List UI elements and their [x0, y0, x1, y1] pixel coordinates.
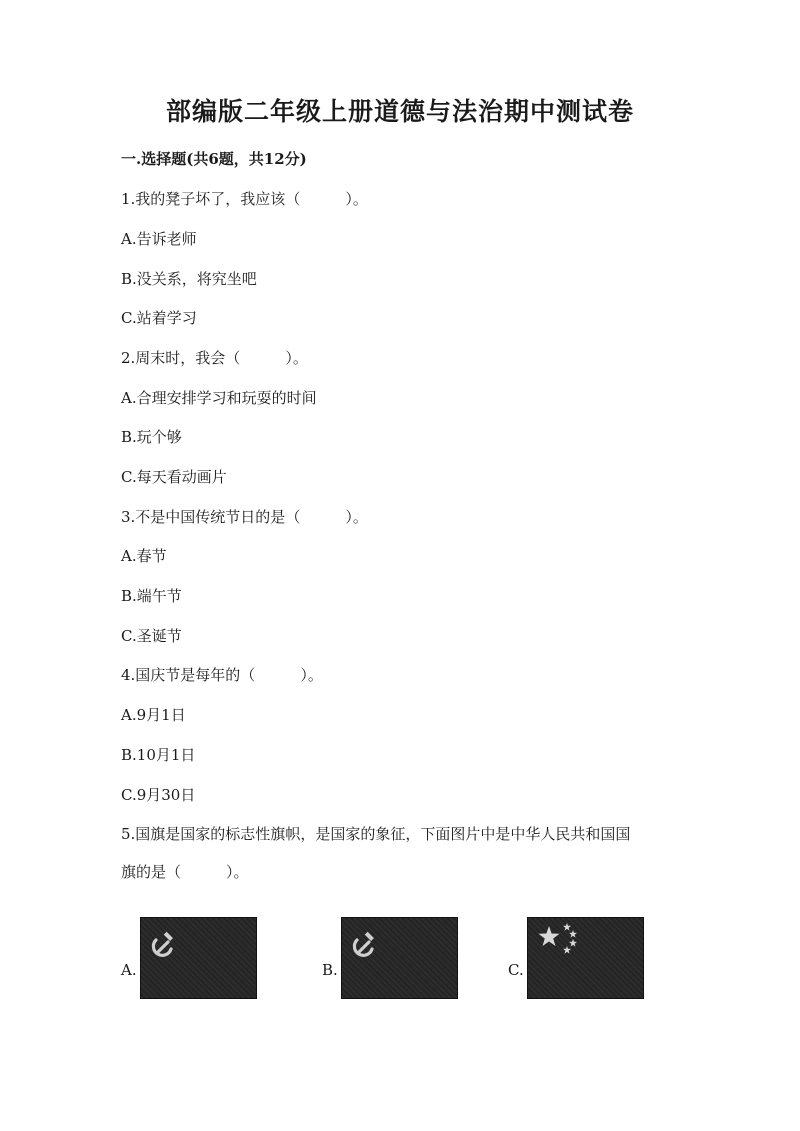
section-title: 一.选择题(共6题，共12分) [121, 150, 307, 168]
flag-option-a-label: A. [121, 961, 137, 979]
question-3-option-a: A.春节 [121, 547, 167, 565]
question-3-option-b: B.端午节 [121, 587, 182, 605]
question-5-stem-line-2: 旗的是（ ）。 [121, 863, 249, 881]
question-3-option-c: C.圣诞节 [121, 627, 182, 645]
question-2-option-c: C.每天看动画片 [121, 468, 227, 486]
question-4-option-b: B.10月1日 [121, 746, 196, 764]
page-title: 部编版二年级上册道德与法治期中测试卷 [165, 97, 634, 126]
flag-option-b-label: B. [322, 961, 338, 979]
question-1-option-c: C.站着学习 [121, 309, 197, 327]
question-5-stem-line-1: 5.国旗是国家的标志性旗帜，是国家的象征，下面图片中是中华人民共和国国 [121, 825, 631, 843]
question-4-option-a: A.9月1日 [121, 706, 186, 724]
question-1-stem: 1.我的凳子坏了，我应该（ ）。 [121, 190, 368, 208]
question-2-option-a: A.合理安排学习和玩耍的时间 [121, 389, 317, 407]
question-2-stem: 2.周末时，我会（ ）。 [121, 349, 308, 367]
hammer-sickle-flag-icon [140, 917, 257, 999]
flag-option-c-label: C. [508, 961, 524, 979]
five-star-flag-icon [527, 917, 644, 999]
question-2-option-b: B.玩个够 [121, 428, 182, 446]
question-1-option-a: A.告诉老师 [121, 230, 197, 248]
question-4-option-c: C.9月30日 [121, 786, 196, 804]
question-1-option-b: B.没关系，将究坐吧 [121, 270, 257, 288]
question-4-stem: 4.国庆节是每年的（ ）。 [121, 666, 323, 684]
hammer-sickle-flag-icon [341, 917, 458, 999]
question-3-stem: 3.不是中国传统节日的是（ ）。 [121, 508, 368, 526]
